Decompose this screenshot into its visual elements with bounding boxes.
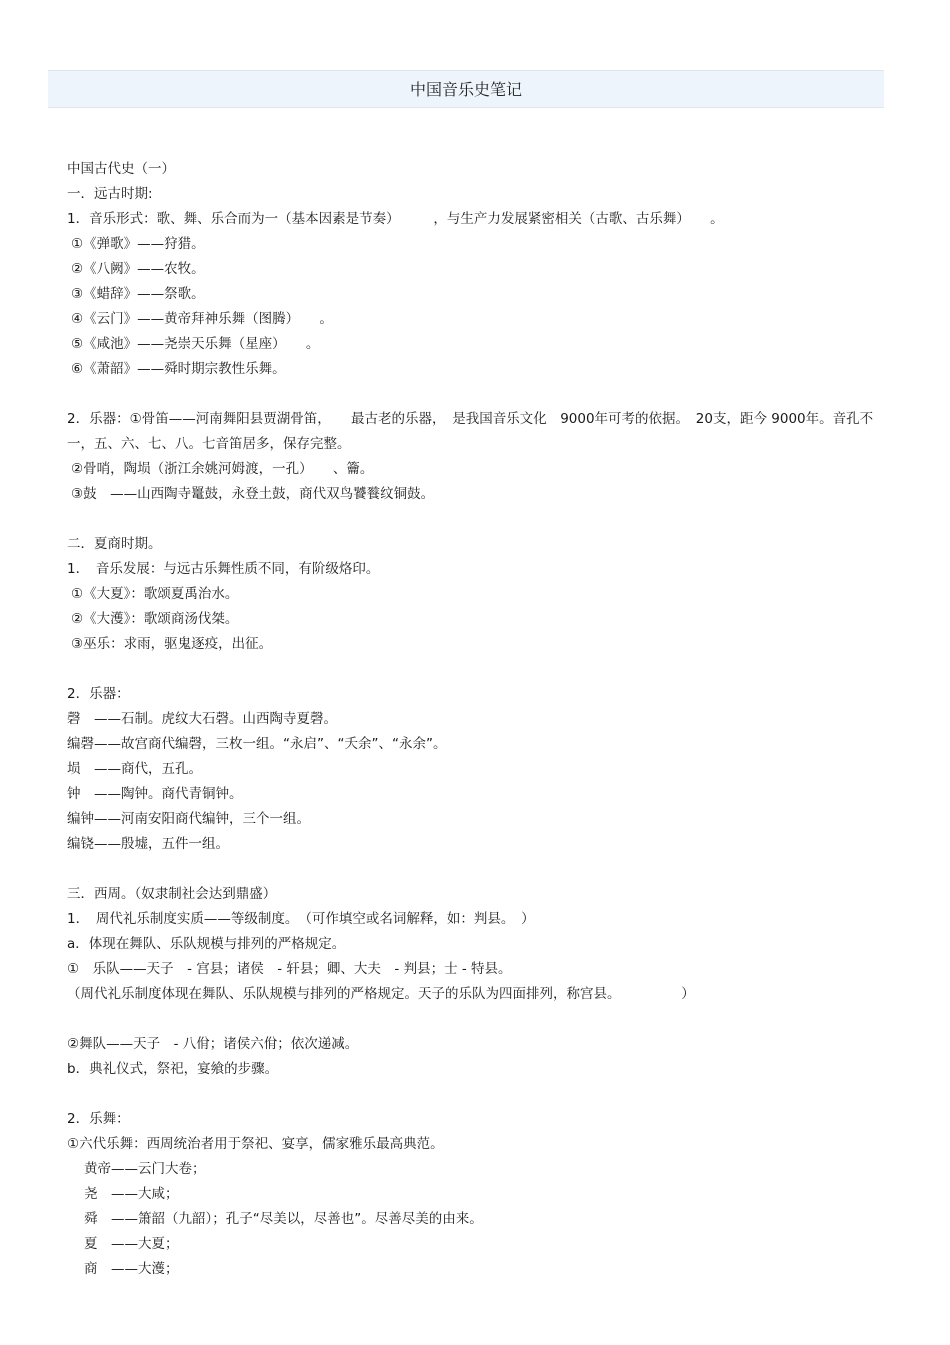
paragraph-instruments-heading: 2．乐器： bbox=[67, 686, 130, 702]
list-item-shun: 舜 ——箫韶（九韶）；孔子“尽美以，尽善也”。尽善尽美的由来。 bbox=[84, 1211, 483, 1227]
paragraph-yuewu-heading: 2．乐舞： bbox=[67, 1111, 130, 1127]
paragraph-music-form: 1．音乐形式：歌、舞、乐合而为一（基本因素是节奏） ，与生产力发展紧密相关（古歌、古乐舞） 。 bbox=[67, 211, 724, 227]
paragraph-music-development: 1． 音乐发展：与远古乐舞性质不同，有阶级烙印。 bbox=[67, 561, 380, 577]
list-item-dance-troupe: ②舞队——天子 - 八佾；诸侯六佾；依次递减。 bbox=[67, 1036, 359, 1052]
list-item-zhong: 钟 ——陶钟。商代青铜钟。 bbox=[67, 786, 243, 802]
list-item-yao: 尧 ——大咸； bbox=[84, 1186, 179, 1202]
list-item-b: b．典礼仪式，祭祀，宴飨的步骤。 bbox=[67, 1061, 279, 1077]
list-item-drum: ③鼓 ——山西陶寺鼍鼓，永登土鼓，商代双鸟饕餮纹铜鼓。 bbox=[71, 486, 435, 502]
document-body bbox=[67, 157, 887, 1282]
spacer bbox=[67, 1007, 887, 1032]
list-item-bianqing: 编磬——故宫商代编磬，三枚一组。“永启”、“夭余”、“永余”。 bbox=[67, 736, 447, 752]
list-item-biannao: 编铙——殷墟，五件一组。 bbox=[67, 836, 229, 852]
spacer bbox=[67, 507, 887, 532]
list-item-bone-whistle: ②骨哨，陶埙（浙江余姚河姆渡，一孔） 、籥。 bbox=[71, 461, 374, 477]
list-item-baque: ②《八阙》——农牧。 bbox=[71, 261, 205, 277]
list-item-dange: ①《弹歌》——狩猎。 bbox=[71, 236, 205, 252]
list-item-huangdi: 黄帝——云门大卷； bbox=[84, 1161, 206, 1177]
list-item-bianzhong: 编钟——河南安阳商代编钟，三个一组。 bbox=[67, 811, 310, 827]
spacer bbox=[67, 857, 887, 882]
section-heading-western-zhou: 三．西周。（奴隶制社会达到鼎盛） bbox=[67, 886, 277, 902]
list-item-orchestra: ① 乐队——天子 - 宫县；诸侯 - 轩县；卿、大夫 - 判县；士 - 特县。 bbox=[67, 961, 512, 977]
list-item-a: a．体现在舞队、乐队规模与排列的严格规定。 bbox=[67, 936, 346, 952]
section-heading-ancient-history: 中国古代史（一） bbox=[67, 161, 175, 177]
list-item-xun: 埙 ——商代，五孔。 bbox=[67, 761, 202, 777]
section-heading-xia-shang: 二．夏商时期。 bbox=[67, 536, 162, 552]
spacer bbox=[67, 1082, 887, 1107]
list-item-wuyue: ③巫乐：求雨，驱鬼逐疫，出征。 bbox=[71, 636, 273, 652]
list-item-xia: 夏 ——大夏； bbox=[84, 1236, 179, 1252]
list-item-qing: 磬 ——石制。虎纹大石磬。山西陶寺夏磬。 bbox=[67, 711, 337, 727]
list-item-daxia: ①《大夏》：歌颂夏禹治水。 bbox=[71, 586, 239, 602]
list-item-xiaoshao: ⑥《萧韶》——舜时期宗教性乐舞。 bbox=[71, 361, 286, 377]
paragraph-instruments-bone-flute: 2．乐器：①骨笛——河南舞阳县贾湖骨笛， 最古老的乐器， 是我国音乐文化 9000年可考的依据。 20支，距今 9000年。音孔不一，五、六、七、八。七音笛居多，保存完整。 bbox=[67, 411, 874, 452]
list-item-yunmen: ④《云门》——黄帝拜神乐舞（图腾） 。 bbox=[71, 311, 333, 327]
paragraph-note: （周代礼乐制度体现在舞队、乐队规模与排列的严格规定。天子的乐队为四面排列，称宫县。 ） bbox=[67, 986, 695, 1002]
list-item-shang: 商 ——大濩； bbox=[84, 1261, 179, 1277]
list-item-six-dynasties-dance: ①六代乐舞：西周统治者用于祭祀、宴享，儒家雅乐最高典范。 bbox=[67, 1136, 444, 1152]
spacer bbox=[67, 382, 887, 407]
section-heading-remote-ancient: 一．远古时期: bbox=[67, 186, 153, 202]
list-item-zhaci: ③《蜡辞》——祭歌。 bbox=[71, 286, 205, 302]
list-item-xianchi: ⑤《咸池》——尧崇天乐舞（星座） 。 bbox=[71, 336, 320, 352]
paragraph-ritual-music-system: 1． 周代礼乐制度实质——等级制度。 （可作填空或名词解释，如：判县。 ） bbox=[67, 911, 535, 927]
spacer bbox=[67, 657, 887, 682]
document-title: 中国音乐史笔记 bbox=[48, 70, 884, 108]
list-item-dahuo: ②《大濩》：歌颂商汤伐桀。 bbox=[71, 611, 239, 627]
